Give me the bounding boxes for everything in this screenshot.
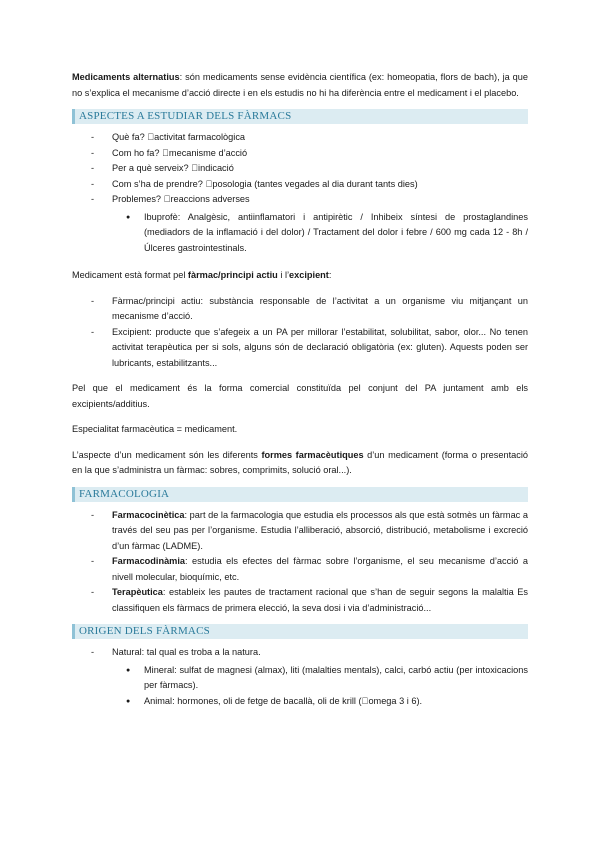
forms-term: formes farmacèutiques xyxy=(261,449,364,460)
origen-sublist xyxy=(112,663,528,710)
section-heading-farmacologia: FARMACOLOGIA xyxy=(72,487,528,502)
example-list xyxy=(72,210,528,257)
term-terapeutica: Terapèutica xyxy=(112,587,163,597)
commercial-paragraph: Pel que el medicament és la forma comercial constituïda pel conjunt del PA juntament amb els excipients/additius. xyxy=(72,383,528,409)
list-item xyxy=(72,508,528,555)
intro-term: Medicaments alternatius xyxy=(72,72,180,82)
intro-text: : són medicaments sense evidència científica (ex: homeopatia, flors de bach), ja que no s’explica el mecanisme d’acció directe i en els estudis no hi ha diferència entre el medicament i el placebo. xyxy=(72,72,528,98)
term-farmacodinamia: Farmacodinàmia xyxy=(112,556,186,566)
example-ibuprofe: ● Ibuprofè: Analgèsic, antiinflamatori i antipirètic / Inhibeix síntesi de prostaglandines (mediadors de la inflamació i del dolor) / Tractament del dolor i febre / 600 mg cada 12 - 8h / Úlceres gastrointestinals. xyxy=(72,210,528,257)
list-item: - Com ho fa?  mecanisme d’acció xyxy=(72,146,528,162)
farmacologia-list xyxy=(72,508,528,617)
specialty-paragraph: Especialitat farmacèutica = medicament. xyxy=(72,424,238,434)
list-item: ● Animal: hormones, oli de fetge de bacallà, oli de krill ( omega 3 i 6). xyxy=(112,694,528,710)
origen-list xyxy=(72,645,528,709)
term-farmacocinetica: Farmacocinètica xyxy=(112,509,185,520)
composition-term-excipient: excipient xyxy=(289,270,329,280)
composition-term-pa: fàrmac/principi actiu xyxy=(187,270,278,280)
list-item xyxy=(72,554,528,585)
composition-text: i l’ xyxy=(277,270,290,280)
list-item: - Què fa?  activitat farmacològica xyxy=(72,130,528,146)
definition-text: : part de la farmacologia que estudia els processos als que està sotmès un fàrmac a través del seu pas per l’organisme. Estudia l’alliberació, absorció, distribució, metabolisme i excreció d’un fàrmac (LADME). xyxy=(112,509,528,551)
composition-text: Medicament està format pel xyxy=(72,270,188,280)
forms-paragraph xyxy=(72,448,528,479)
section-heading-aspectes: ASPECTES A ESTUDIAR DELS FÀRMACS xyxy=(72,109,528,124)
list-item: - Fàrmac/principi actiu: substància responsable de l’activitat a un organisme viu mitjançant un mecanisme d’acció. xyxy=(72,294,528,325)
components-list xyxy=(72,294,528,372)
list-item: ● Mineral: sulfat de magnesi (almax), liti (malalties mentals), calci, carbó actiu (per intoxicacions per fàrmacs). xyxy=(112,663,528,694)
aspects-list xyxy=(72,130,528,208)
list-item: - Excipient: producte que s’afegeix a un PA per millorar l’estabilitat, solubilitat, sabor, olor... No tenen activitat terapèutica per si sols, alguns són de declaració obligatòria (ex: gluten). Aquests poden ser lubricants, estabilitzants... xyxy=(72,325,528,372)
composition-text: : xyxy=(328,270,332,280)
list-item: - Problemes?  reaccions adverses xyxy=(72,192,528,208)
forms-text: L’aspecte d’un medicament són les diferents xyxy=(72,449,262,460)
definition-text: : estableix les pautes de tractament racional que s’han de seguir segons la malaltia Es classifiquen els fàrmacs de primera elecció, la seva dosi i via d’administració... xyxy=(112,587,528,613)
list-item xyxy=(72,585,528,616)
intro-paragraph xyxy=(72,70,528,101)
definition-text: : estudia els efectes del fàrmac sobre l’organisme, el seu mecanisme d’acció a nivell molecular, bioquímic, etc. xyxy=(112,556,528,582)
composition-paragraph xyxy=(72,268,528,284)
origen-natural: Natural: tal qual es troba a la natura. xyxy=(112,647,261,657)
list-item: - Com s’ha de prendre?  posologia (tantes vegades al dia durant tants dies) xyxy=(72,177,528,193)
list-item xyxy=(72,645,528,709)
list-item: - Per a què serveix?  indicació xyxy=(72,161,528,177)
forms-text: d’un medicament (forma o presentació en la que s’administra un fàrmac: sobres, comprimits, solució oral...). xyxy=(72,449,528,475)
section-heading-origen: ORIGEN DELS FÀRMACS xyxy=(72,624,528,639)
document-page xyxy=(72,70,528,711)
